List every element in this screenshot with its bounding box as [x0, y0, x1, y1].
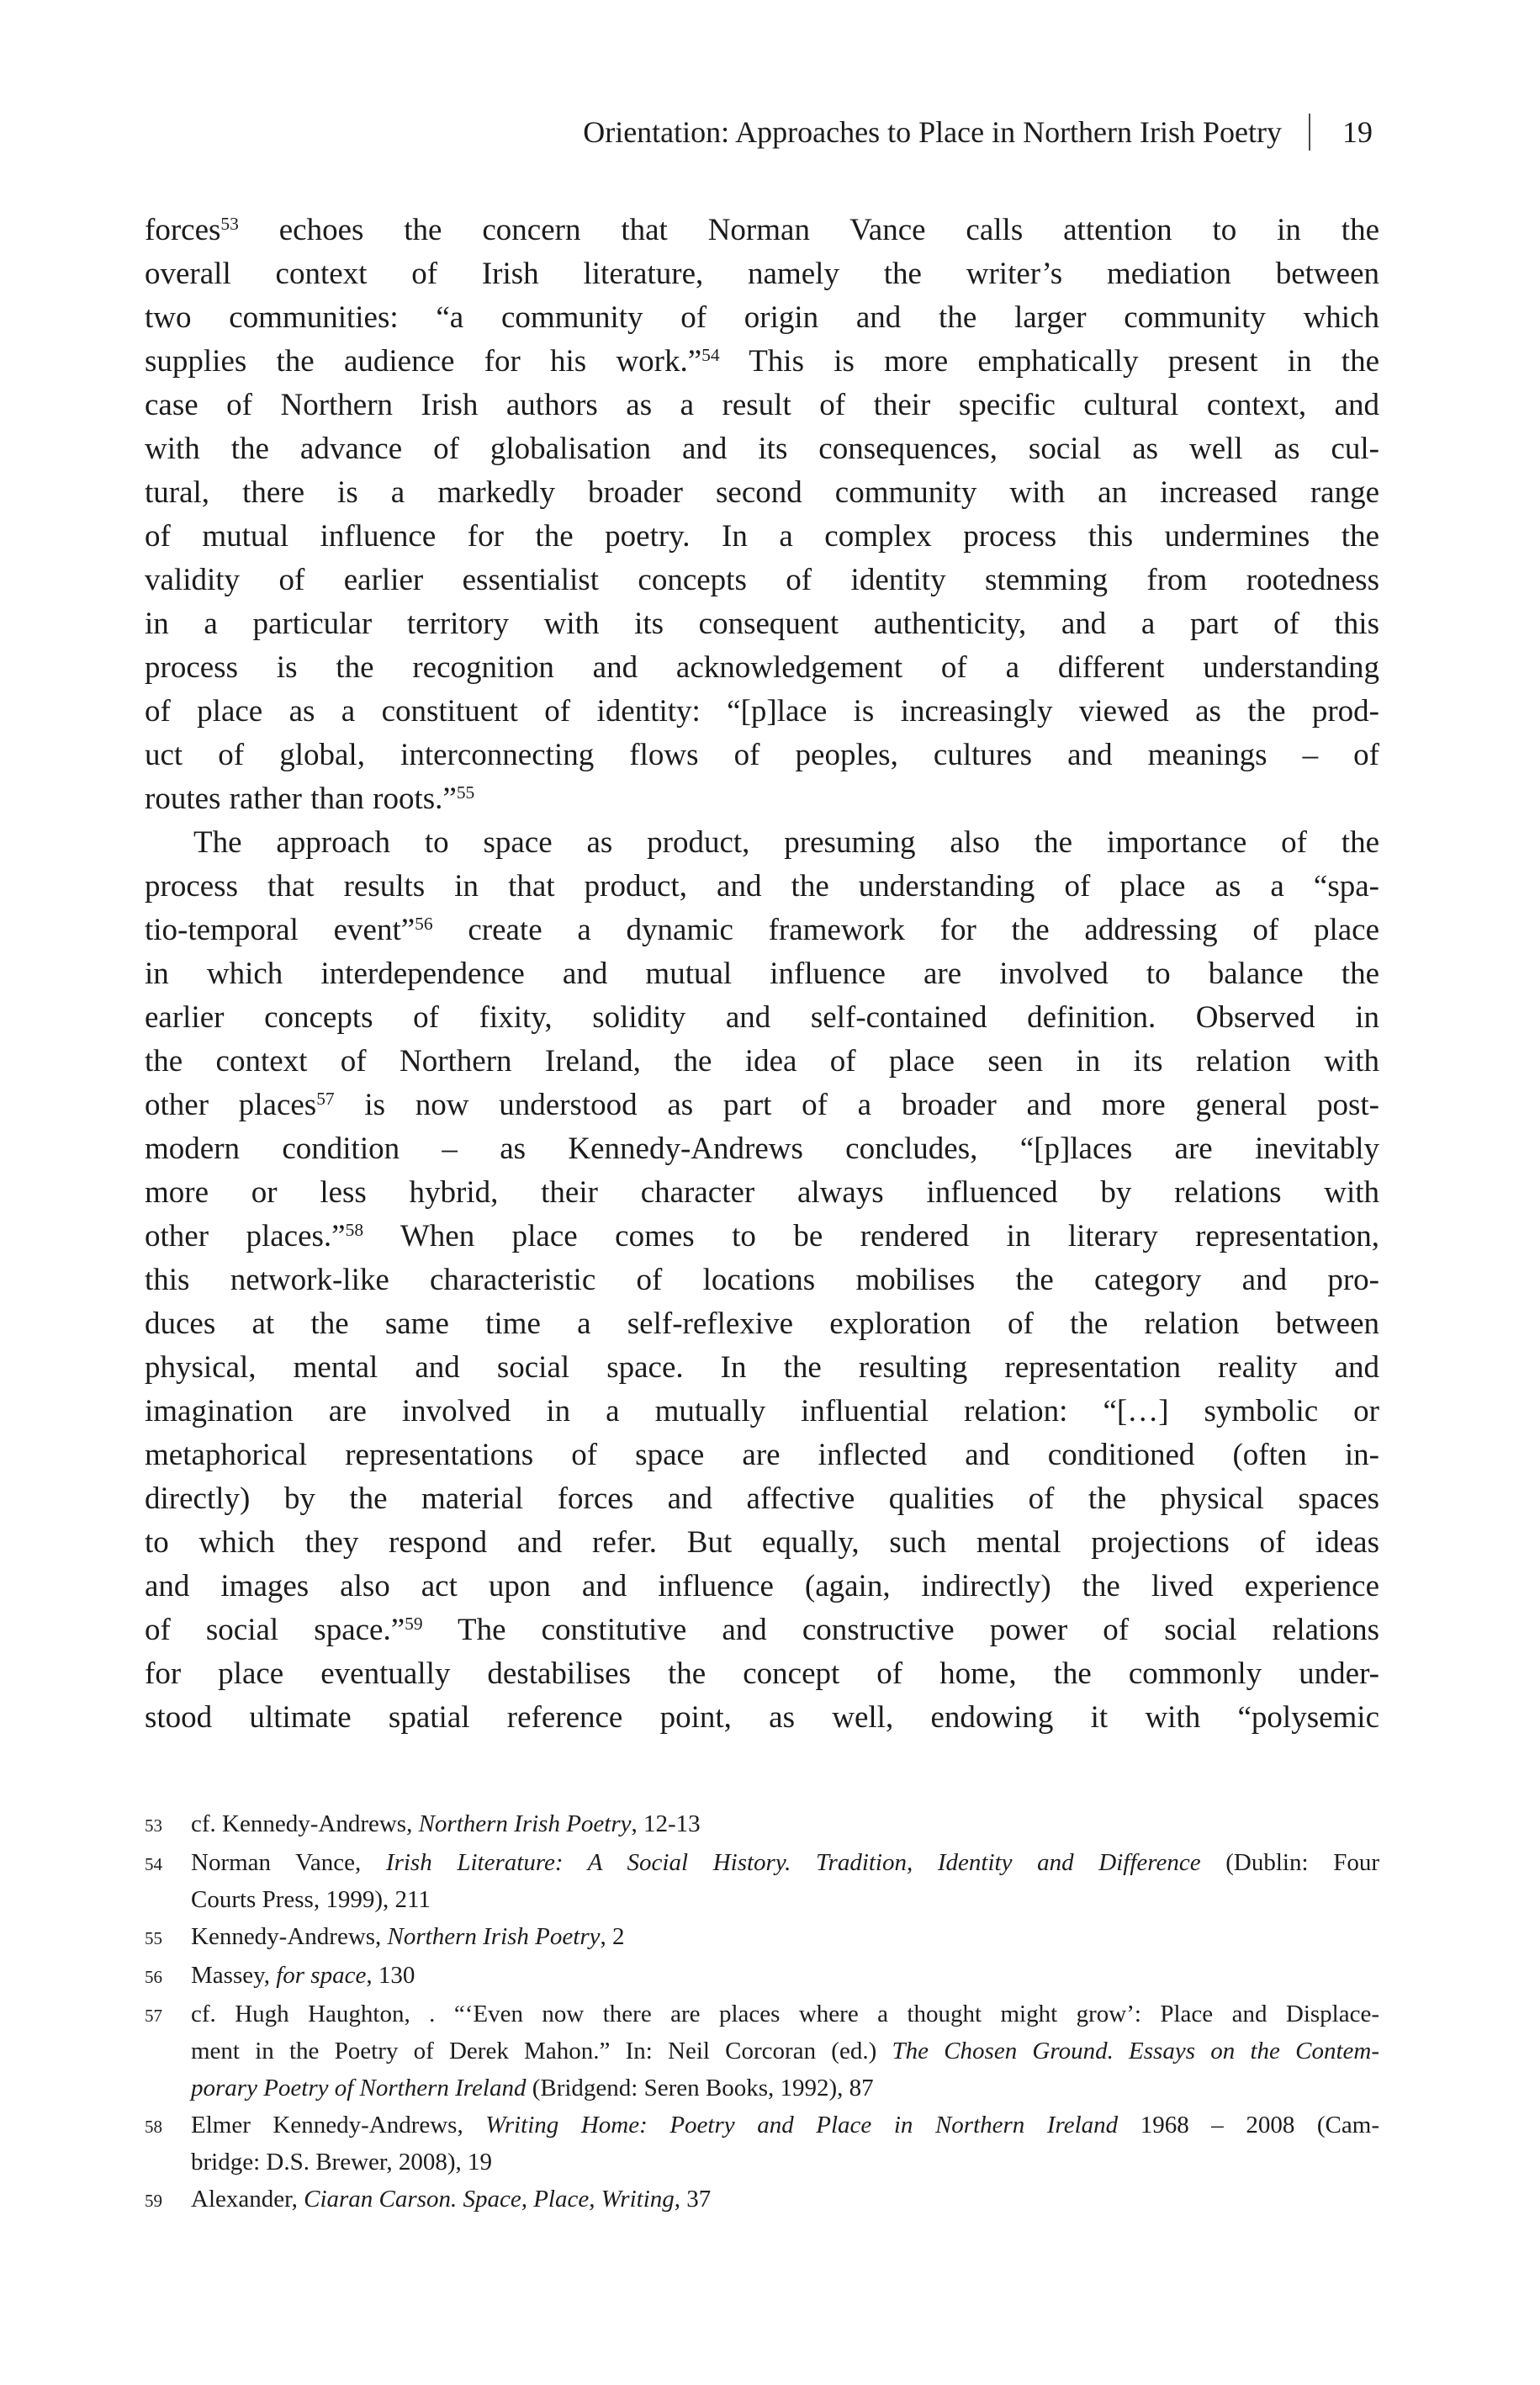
- text-line: [145, 777, 1379, 821]
- footnote-marker: 54: [701, 345, 720, 366]
- text-run: , 2: [600, 1923, 625, 1950]
- text-run: cf. Hugh Haughton, . “‘Even now there are places where a thought might grow’: Place and Displace-: [191, 2001, 1379, 2027]
- footnote-54: [145, 1844, 1379, 1918]
- text-line: [145, 1565, 1379, 1609]
- text-line: [145, 1346, 1379, 1390]
- text-run: cf. Kennedy-Andrews,: [191, 1810, 419, 1837]
- text-line: [145, 1259, 1379, 1302]
- paragraph-1: [145, 209, 1379, 821]
- italic-citation: Northern Irish Poetry: [387, 1923, 601, 1950]
- text-line: [191, 2107, 1379, 2144]
- text-run: validity of earlier essentialist concepts of identity stemming from rootedness: [145, 563, 1379, 597]
- footnote-marker: 57: [316, 1089, 335, 1110]
- text-run: metaphorical representations of space are inflected and conditioned (often in-: [145, 1438, 1379, 1472]
- footnote-number: 58: [145, 2117, 162, 2137]
- footnote-number: 54: [145, 1854, 162, 1874]
- text-line: [145, 209, 1379, 252]
- text-run: is now understood as part of a broader and more general post-: [334, 1088, 1379, 1122]
- text-run: this network-like characteristic of locations mobilises the category and pro-: [145, 1263, 1379, 1297]
- text-run: create a dynamic framework for the addressing of place: [432, 913, 1379, 947]
- italic-citation: Irish Literature: A Social History. Tradition, Identity and Difference: [385, 1849, 1201, 1876]
- text-run: echoes the concern that Norman Vance calls attention to in the: [238, 213, 1379, 247]
- body-text: [145, 209, 1379, 1740]
- footnote-marker: 56: [415, 914, 433, 935]
- text-line: [145, 1609, 1379, 1652]
- text-run: of place as a constituent of identity: “[p]lace is increasingly viewed as the prod-: [145, 694, 1379, 729]
- text-line: [145, 821, 1379, 865]
- text-line: [191, 2070, 1379, 2107]
- footnote-marker: 53: [220, 214, 239, 235]
- footnote-56: [145, 1957, 1379, 1995]
- text-run: duces at the same time a self-reflexive exploration of the relation between: [145, 1306, 1379, 1341]
- footnote-text: [191, 2181, 1379, 2218]
- text-line: [145, 1477, 1379, 1521]
- text-line: [191, 1805, 1379, 1842]
- text-run: , 37: [674, 2186, 712, 2213]
- footnote-number: 53: [145, 1815, 162, 1836]
- text-run: directly) by the material forces and affective qualities of the physical spaces: [145, 1481, 1379, 1516]
- text-line: [191, 2181, 1379, 2218]
- text-run: modern condition – as Kennedy-Andrews concludes, “[p]laces are inevitably: [145, 1132, 1379, 1166]
- running-title: Orientation: Approaches to Place in Northern Irish Poetry: [583, 115, 1282, 149]
- italic-citation: Ciaran Carson. Space, Place, Writing: [304, 2186, 675, 2213]
- text-run: other places.”: [145, 1219, 346, 1253]
- text-run: (Dublin: Four: [1200, 1849, 1379, 1876]
- footnote-marker: 55: [456, 782, 475, 803]
- text-run: (Bridgend: Seren Books, 1992), 87: [526, 2075, 874, 2101]
- text-run: , 12-13: [631, 1810, 701, 1837]
- text-line: [145, 1040, 1379, 1084]
- text-line: [145, 646, 1379, 690]
- footnote-55: [145, 1918, 1379, 1957]
- footnote-text: [191, 1957, 1379, 1994]
- footnote-text: [191, 1918, 1379, 1955]
- text-line: [145, 296, 1379, 340]
- text-run: The constitutive and constructive power of social relations: [422, 1613, 1379, 1647]
- text-line: [145, 1084, 1379, 1127]
- text-run: more or less hybrid, their character always influenced by relations with: [145, 1175, 1379, 1210]
- footnote-marker: 59: [405, 1614, 423, 1635]
- text-run: in which interdependence and mutual influence are involved to balance the: [145, 957, 1379, 991]
- footnote-text: [191, 1995, 1379, 2107]
- text-run: other places: [145, 1088, 317, 1122]
- text-line: [145, 252, 1379, 296]
- text-run: routes rather than roots.”: [145, 782, 457, 816]
- text-run: ment in the Poetry of Derek Mahon.” In: Neil Corcoran (ed.): [191, 2038, 892, 2064]
- italic-citation: Writing Home: Poetry and Place in Northern Ireland: [485, 2112, 1119, 2139]
- page-header: [145, 113, 1379, 151]
- text-run: process that results in that product, and the understanding of place as a “spa-: [145, 869, 1379, 904]
- text-run: uct of global, interconnecting flows of peoples, cultures and meanings – of: [145, 738, 1379, 772]
- text-run: process is the recognition and acknowledgement of a different understanding: [145, 650, 1379, 685]
- text-run: to which they respond and refer. But equally, such mental projections of ideas: [145, 1525, 1379, 1560]
- text-run: forces: [145, 213, 221, 247]
- paragraph-2: [145, 821, 1379, 1740]
- text-line: [145, 865, 1379, 909]
- text-line: [145, 1215, 1379, 1259]
- footnote-59: [145, 2181, 1379, 2219]
- footnote-marker: 58: [345, 1220, 364, 1241]
- page-number: 19: [1342, 115, 1373, 149]
- text-line: [145, 1434, 1379, 1477]
- text-line: [145, 690, 1379, 734]
- text-line: [145, 1390, 1379, 1434]
- text-line: [191, 2144, 1379, 2181]
- text-run: imagination are involved in a mutually influential relation: “[…] symbolic or: [145, 1394, 1379, 1428]
- text-run: stood ultimate spatial reference point, as well, endowing it with “polysemic: [145, 1700, 1379, 1735]
- text-run: for place eventually destabilises the concept of home, the commonly under-: [145, 1656, 1379, 1691]
- footnote-number: 57: [145, 2006, 162, 2026]
- text-line: [191, 1844, 1379, 1881]
- text-line: [145, 1521, 1379, 1565]
- text-run: When place comes to be rendered in literary representation,: [363, 1219, 1379, 1253]
- text-run: Massey,: [191, 1962, 277, 1989]
- footnote-number: 55: [145, 1928, 162, 1948]
- footnote-text: [191, 1844, 1379, 1918]
- text-run: Elmer Kennedy-Andrews,: [191, 2112, 486, 2139]
- footnote-58: [145, 2107, 1379, 2181]
- text-run: physical, mental and social space. In the resulting representation reality and: [145, 1350, 1379, 1385]
- text-run: in a particular territory with its consequent authenticity, and a part of this: [145, 607, 1379, 641]
- footnotes-block: [145, 1805, 1379, 2219]
- text-line: [191, 1957, 1379, 1994]
- text-line: [145, 1696, 1379, 1740]
- text-line: [145, 734, 1379, 777]
- text-run: Alexander,: [191, 2186, 304, 2213]
- text-run: earlier concepts of fixity, solidity and self-contained definition. Observed in: [145, 1000, 1379, 1035]
- text-run: case of Northern Irish authors as a result of their specific cultural context, and: [145, 388, 1379, 422]
- text-line: [145, 384, 1379, 427]
- text-run: of social space.”: [145, 1613, 405, 1647]
- text-line: [145, 909, 1379, 952]
- text-line: [191, 2033, 1379, 2070]
- footnote-53: [145, 1805, 1379, 1844]
- text-run: This is more emphatically present in the: [719, 344, 1379, 379]
- text-run: the context of Northern Ireland, the idea of place seen in its relation with: [145, 1044, 1379, 1079]
- text-line: [191, 1995, 1379, 2033]
- text-run: Norman Vance,: [191, 1849, 386, 1876]
- text-run: supplies the audience for his work.”: [145, 344, 702, 379]
- footnote-number: 56: [145, 1967, 162, 1987]
- text-line: [145, 952, 1379, 996]
- text-run: tio-temporal event”: [145, 913, 415, 947]
- text-line: [145, 1127, 1379, 1171]
- text-run: and images also act upon and influence (again, indirectly) the lived experience: [145, 1569, 1379, 1603]
- text-line: [145, 340, 1379, 384]
- italic-citation: porary Poetry of Northern Ireland: [191, 2075, 527, 2101]
- text-run: tural, there is a markedly broader second community with an increased range: [145, 475, 1379, 510]
- text-line: [145, 559, 1379, 602]
- text-run: Courts Press, 1999), 211: [191, 1886, 431, 1913]
- text-run: bridge: D.S. Brewer, 2008), 19: [191, 2149, 493, 2176]
- text-run: The approach to space as product, presuming also the importance of the: [193, 825, 1379, 860]
- italic-citation: The Chosen Ground. Essays on the Contem-: [892, 2038, 1379, 2064]
- text-line: [145, 427, 1379, 471]
- text-line: [145, 471, 1379, 515]
- text-run: Kennedy-Andrews,: [191, 1923, 388, 1950]
- footnote-text: [191, 1805, 1379, 1842]
- text-line: [145, 1302, 1379, 1346]
- italic-citation: for space: [276, 1962, 367, 1989]
- header-separator-bar: [1309, 114, 1310, 151]
- text-run: , 130: [366, 1962, 415, 1989]
- text-line: [145, 602, 1379, 646]
- text-run: with the advance of globalisation and its consequences, social as well as cul-: [145, 432, 1379, 466]
- footnote-number: 59: [145, 2191, 162, 2211]
- footnote-57: [145, 1995, 1379, 2107]
- text-line: [145, 996, 1379, 1040]
- text-line: [145, 515, 1379, 559]
- text-run: overall context of Irish literature, namely the writer’s mediation between: [145, 257, 1379, 291]
- footnote-text: [191, 2107, 1379, 2181]
- text-line: [191, 1918, 1379, 1955]
- text-line: [145, 1171, 1379, 1215]
- text-run: of mutual influence for the poetry. In a complex process this undermines the: [145, 519, 1379, 554]
- text-line: [145, 1652, 1379, 1696]
- text-line: [191, 1881, 1379, 1918]
- italic-citation: Northern Irish Poetry: [418, 1810, 632, 1837]
- text-run: 1968 – 2008 (Cam-: [1118, 2112, 1379, 2139]
- text-run: two communities: “a community of origin and the larger community which: [145, 300, 1379, 335]
